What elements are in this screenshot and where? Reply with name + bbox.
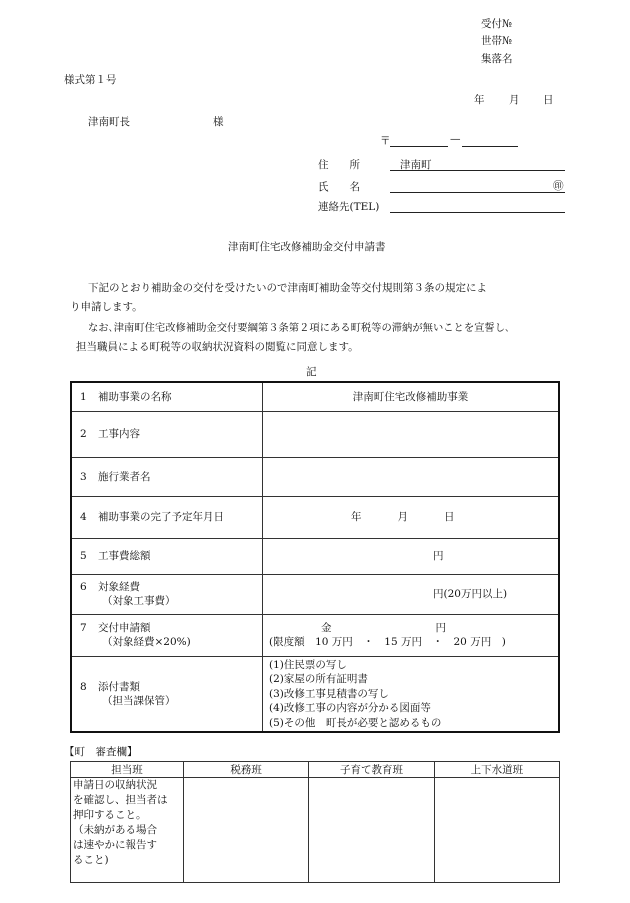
postal-code-field-a[interactable] xyxy=(390,146,448,147)
table-row xyxy=(71,382,559,411)
date-day: 日 xyxy=(543,94,554,106)
row1-value: 津南町住宅改修補助事業 xyxy=(263,382,560,411)
table-row xyxy=(71,656,559,732)
row7-label: 7 交付申請額 （対象経費×20%) xyxy=(71,614,263,656)
postal-dash: — xyxy=(450,133,461,145)
address-value: 津南町 xyxy=(400,159,432,171)
review-tax-seal-field[interactable] xyxy=(184,778,309,883)
name-label: 氏 名 xyxy=(318,181,360,193)
table-row xyxy=(71,496,559,538)
row7-value-field[interactable]: 金 円 (限度額 10 万円 ・ 15 万円 ・ 20 万円 ) xyxy=(263,614,560,656)
review-col-water: 上下水道班 xyxy=(434,762,559,778)
name-field[interactable] xyxy=(390,192,565,193)
table-row xyxy=(71,574,559,614)
review-col-childcare: 子育て教育班 xyxy=(309,762,434,778)
review-childcare-seal-field[interactable] xyxy=(309,778,434,883)
date-year: 年 xyxy=(474,94,485,106)
doc-item: (1)住民票の写し xyxy=(269,658,347,671)
review-col-tax: 税務班 xyxy=(184,762,309,778)
review-col-staff: 担当班 xyxy=(71,762,184,778)
doc-item: (3)改修工事見積書の写し xyxy=(269,687,389,700)
body-para2-line2: 担当職員による町税等の収納状況資料の閲覧に同意します。 xyxy=(76,341,359,353)
household-no-label: 世帯№ xyxy=(481,35,512,47)
address-label: 住 所 xyxy=(318,159,360,171)
review-note: 申請日の収納状況 を確認し、担当者は 押印すること。 （未納がある場合 は速やかに報告す ること) xyxy=(71,778,184,883)
row5-label: 5 工事費総額 xyxy=(71,538,263,574)
ki-mark: 記 xyxy=(306,366,317,378)
application-table xyxy=(70,381,560,733)
date-month: 月 xyxy=(509,94,520,106)
row5-value-field[interactable]: 円 xyxy=(263,538,560,574)
row6-label: 6 対象経費 （対象工事費） xyxy=(71,574,263,614)
review-table xyxy=(70,761,560,883)
contact-label: 連絡先(TEL) xyxy=(318,201,380,213)
row8-docs xyxy=(263,656,560,732)
addressee-honorific: 様 xyxy=(213,116,224,128)
table-row xyxy=(71,538,559,574)
seal-mark: ㊞ xyxy=(553,180,564,192)
doc-item: (2)家屋の所有証明書 xyxy=(269,673,368,685)
row7-limit-options: (限度額 10 万円 ・ 15 万円 ・ 20 万円 ) xyxy=(269,636,506,648)
addressee: 津南町長 xyxy=(88,116,130,128)
row3-label: 3 施行業者名 xyxy=(71,457,263,496)
doc-item: (4)改修工事の内容が分かる図面等 xyxy=(269,702,431,714)
postal-mark: 〒 xyxy=(380,135,391,147)
postal-code-field-b[interactable] xyxy=(462,146,518,147)
table-row xyxy=(71,411,559,457)
row3-value-field[interactable] xyxy=(263,457,560,496)
address-field[interactable] xyxy=(390,170,565,171)
row1-label: 1 補助事業の名称 xyxy=(71,382,263,411)
row2-label: 2 工事内容 xyxy=(71,411,263,457)
review-water-seal-field[interactable] xyxy=(434,778,559,883)
receipt-no-label: 受付№ xyxy=(481,18,512,30)
document-title: 津南町住宅改修補助金交付申請書 xyxy=(228,241,386,253)
contact-field[interactable] xyxy=(390,212,565,213)
table-row xyxy=(71,457,559,496)
body-para2-line1: なお､津南町住宅改修補助金交付要綱第３条第２項にある町税等の滞納が無いことを宣誓し､ xyxy=(88,322,511,334)
review-title: 【町 審査欄】 xyxy=(64,746,138,758)
settlement-label: 集落名 xyxy=(481,53,513,65)
table-row xyxy=(71,614,559,656)
form-number: 様式第１号 xyxy=(64,74,117,86)
row8-label: 8 添付書類 （担当課保管） xyxy=(71,656,263,732)
body-para1-line2: り申請します。 xyxy=(70,301,143,313)
row4-label: 4 補助事業の完了予定年月日 xyxy=(71,496,263,538)
body-para1-line1: 下記のとおり補助金の交付を受けたいので津南町補助金等交付規則第３条の規定によ xyxy=(88,282,487,294)
row4-value-field[interactable]: 年 月 日 xyxy=(263,496,560,538)
row6-value-field[interactable]: 円(20万円以上) xyxy=(263,574,560,614)
row2-value-field[interactable] xyxy=(263,411,560,457)
doc-item: (5)その他 町長が必要と認めるもの xyxy=(269,716,442,729)
